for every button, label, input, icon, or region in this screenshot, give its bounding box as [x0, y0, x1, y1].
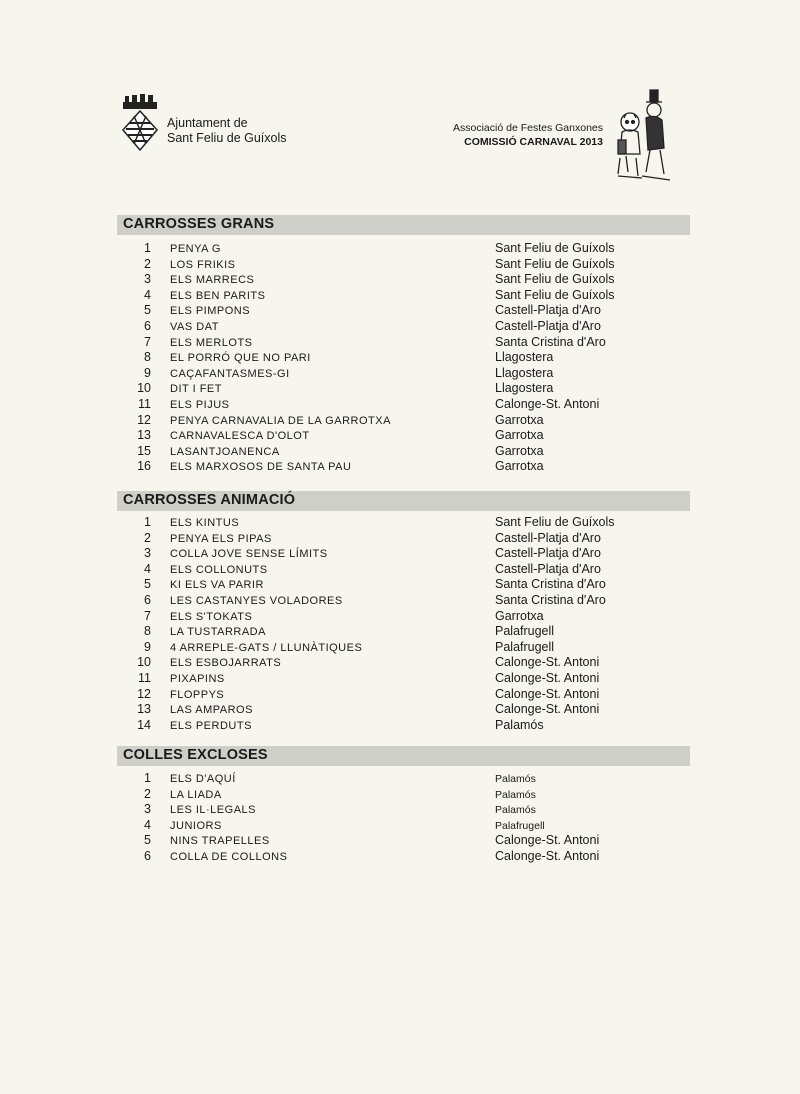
entry-name: CARNAVALESCA D'OLOT — [170, 430, 310, 443]
entry-name: ELS MERLOTS — [170, 336, 253, 349]
entry-town: Palamós — [495, 804, 536, 817]
entry-number: 1 — [144, 771, 151, 785]
crest-icon — [120, 94, 160, 152]
entry-name: PIXAPINS — [170, 672, 225, 685]
entry-name: ELS S'TOKATS — [170, 610, 253, 623]
entry-town: Santa Cristina d'Aro — [495, 334, 606, 349]
entry-name: KI ELS VA PARIR — [170, 579, 264, 592]
entry-number: 13 — [137, 702, 151, 717]
entry-number: 2 — [144, 786, 151, 801]
entry-number: 7 — [144, 334, 151, 349]
entry-name: ELS KINTUS — [170, 517, 240, 529]
entry-number: 5 — [144, 577, 151, 592]
entry-name: LOS FRIKIS — [170, 258, 236, 271]
entry-town: Calonge-St. Antoni — [495, 702, 600, 717]
entry-town: Garrotxa — [495, 412, 544, 427]
entry-town: Palafrugell — [495, 624, 555, 639]
section-header-colles-excloses — [117, 746, 690, 766]
entry-number: 5 — [144, 833, 151, 848]
entry-number: 4 — [144, 561, 151, 576]
entry-town: Sant Feliu de Guíxols — [495, 287, 615, 302]
entry-name: FLOPPYS — [170, 688, 225, 701]
entries-list-carrosses-grans — [117, 241, 717, 475]
entry-number: 16 — [137, 459, 151, 474]
list-item — [117, 319, 717, 335]
entry-town: Garrotxa — [495, 459, 544, 474]
entry-name: 4 ARREPLE-GATS / LLUNÀTIQUES — [170, 641, 363, 654]
list-item — [117, 288, 717, 304]
list-item — [117, 787, 717, 803]
entry-number: 2 — [144, 256, 151, 271]
entries-list-carrosses-animacio — [117, 515, 717, 733]
entry-number: 15 — [137, 443, 151, 458]
entry-town: Calonge-St. Antoni — [495, 848, 600, 863]
entry-name: VAS DAT — [170, 320, 219, 333]
list-item — [117, 833, 717, 849]
entry-name: ELS PIJUS — [170, 398, 230, 411]
entry-number: 6 — [144, 592, 151, 607]
list-item — [117, 241, 717, 257]
section-title: CARROSSES ANIMACIÓ — [123, 492, 296, 508]
entry-town: Calonge-St. Antoni — [495, 833, 600, 848]
entry-name: CAÇAFANTASMES-GI — [170, 367, 290, 380]
list-item — [117, 671, 717, 687]
entry-name: PENYA G — [170, 243, 221, 255]
city-line-1: Ajuntament de — [167, 116, 248, 130]
list-item — [117, 577, 717, 593]
list-item — [117, 624, 717, 640]
entry-number: 6 — [144, 848, 151, 863]
list-item — [117, 687, 717, 703]
list-item — [117, 350, 717, 366]
list-item — [117, 849, 717, 865]
association-name: Associació de Festes Ganxones — [453, 122, 603, 134]
list-item — [117, 444, 717, 460]
entry-name: ELS D'AQUÍ — [170, 773, 236, 785]
entry-name: ELS PIMPONS — [170, 305, 251, 318]
section-header-carrosses-grans — [117, 215, 690, 235]
section-title: CARROSSES GRANS — [123, 216, 275, 232]
list-item — [117, 802, 717, 818]
list-item — [117, 397, 717, 413]
section-header-carrosses-animacio — [117, 491, 690, 511]
entry-number: 1 — [144, 515, 151, 529]
entry-name: LAS AMPAROS — [170, 704, 253, 717]
list-item — [117, 366, 717, 382]
entry-town: Sant Feliu de Guíxols — [495, 241, 615, 255]
association-block — [418, 121, 603, 149]
entry-name: LASANTJOANENCA — [170, 445, 280, 458]
entry-town: Llagostera — [495, 381, 554, 396]
entry-name: JUNIORS — [170, 819, 222, 832]
entry-name: COLLA JOVE SENSE LÍMITS — [170, 548, 328, 561]
list-item — [117, 609, 717, 625]
city-council-name — [167, 116, 287, 146]
entry-name: PENYA ELS PIPAS — [170, 532, 272, 545]
entry-number: 14 — [137, 717, 151, 732]
entry-name: NINS TRAPELLES — [170, 835, 270, 848]
list-item — [117, 718, 717, 734]
entry-town: Calonge-St. Antoni — [495, 670, 600, 685]
list-item — [117, 562, 717, 578]
entry-number: 9 — [144, 365, 151, 380]
entry-name: ELS MARXOSOS DE SANTA PAU — [170, 461, 352, 474]
entry-town: Sant Feliu de Guíxols — [495, 256, 615, 271]
entry-town: Castell-Platja d'Aro — [495, 303, 601, 318]
entry-town: Palamós — [495, 773, 536, 785]
commission-name: COMISSIÓ CARNAVAL 2013 — [464, 136, 603, 148]
entry-number: 12 — [137, 686, 151, 701]
entry-name: LES IL·LEGALS — [170, 804, 256, 817]
list-item — [117, 428, 717, 444]
entry-town: Garrotxa — [495, 608, 544, 623]
entry-town: Sant Feliu de Guíxols — [495, 515, 615, 529]
entry-number: 12 — [137, 412, 151, 427]
entry-number: 5 — [144, 303, 151, 318]
list-item — [117, 381, 717, 397]
city-line-2: Sant Feliu de Guíxols — [167, 131, 287, 145]
list-item — [117, 272, 717, 288]
entry-number: 3 — [144, 802, 151, 817]
entry-name: LA TUSTARRADA — [170, 626, 266, 639]
entry-name: EL PORRÓ QUE NO PARI — [170, 352, 311, 365]
entry-town: Palamós — [495, 788, 536, 801]
entry-number: 6 — [144, 318, 151, 333]
list-item — [117, 531, 717, 547]
list-item — [117, 257, 717, 273]
entry-town: Palafrugell — [495, 639, 555, 654]
entry-town: Castell-Platja d'Aro — [495, 561, 601, 576]
list-item — [117, 413, 717, 429]
entry-town: Calonge-St. Antoni — [495, 686, 600, 701]
entry-number: 10 — [137, 381, 151, 396]
entry-town: Llagostera — [495, 350, 554, 365]
entry-number: 13 — [137, 428, 151, 443]
entry-number: 8 — [144, 350, 151, 365]
section-title: COLLES EXCLOSES — [123, 747, 268, 763]
carnival-mascot-icon — [612, 88, 674, 184]
entry-town: Llagostera — [495, 365, 554, 380]
entry-town: Palafrugell — [495, 819, 545, 832]
list-item — [117, 655, 717, 671]
entry-town: Santa Cristina d'Aro — [495, 577, 606, 592]
entry-town: Sant Feliu de Guíxols — [495, 272, 615, 287]
list-item — [117, 303, 717, 319]
entry-number: 1 — [144, 241, 151, 255]
entry-town: Castell-Platja d'Aro — [495, 530, 601, 545]
list-item — [117, 593, 717, 609]
entry-town: Santa Cristina d'Aro — [495, 592, 606, 607]
entry-number: 3 — [144, 546, 151, 561]
entry-number: 7 — [144, 608, 151, 623]
entry-name: ELS MARRECS — [170, 274, 255, 287]
entry-number: 4 — [144, 287, 151, 302]
entry-town: Palamós — [495, 717, 544, 732]
entry-name: COLLA DE COLLONS — [170, 850, 288, 863]
entry-number: 11 — [138, 396, 151, 411]
list-item — [117, 640, 717, 656]
list-item — [117, 818, 717, 834]
entry-name: LES CASTANYES VOLADORES — [170, 594, 343, 607]
entry-name: PENYA CARNAVALIA DE LA GARROTXA — [170, 414, 391, 427]
entry-town: Calonge-St. Antoni — [495, 655, 600, 670]
entry-number: 11 — [138, 670, 151, 685]
entries-list-colles-excloses — [117, 771, 717, 865]
entry-town: Calonge-St. Antoni — [495, 396, 600, 411]
entry-number: 2 — [144, 530, 151, 545]
entry-name: LA LIADA — [170, 788, 222, 801]
entry-number: 9 — [144, 639, 151, 654]
list-item — [117, 771, 717, 787]
entry-name: DIT I FET — [170, 383, 222, 396]
list-item — [117, 515, 717, 531]
entry-town: Garrotxa — [495, 443, 544, 458]
list-item — [117, 702, 717, 718]
entry-town: Castell-Platja d'Aro — [495, 546, 601, 561]
list-item — [117, 459, 717, 475]
entry-name: ELS PERDUTS — [170, 719, 252, 732]
entry-name: ELS BEN PARITS — [170, 289, 266, 302]
entry-number: 8 — [144, 624, 151, 639]
entry-town: Garrotxa — [495, 428, 544, 443]
entry-town: Castell-Platja d'Aro — [495, 318, 601, 333]
entry-name: ELS COLLONUTS — [170, 563, 268, 576]
entry-name: ELS ESBOJARRATS — [170, 657, 282, 670]
entry-number: 10 — [137, 655, 151, 670]
list-item — [117, 546, 717, 562]
list-item — [117, 335, 717, 351]
entry-number: 3 — [144, 272, 151, 287]
entry-number: 4 — [144, 817, 151, 832]
